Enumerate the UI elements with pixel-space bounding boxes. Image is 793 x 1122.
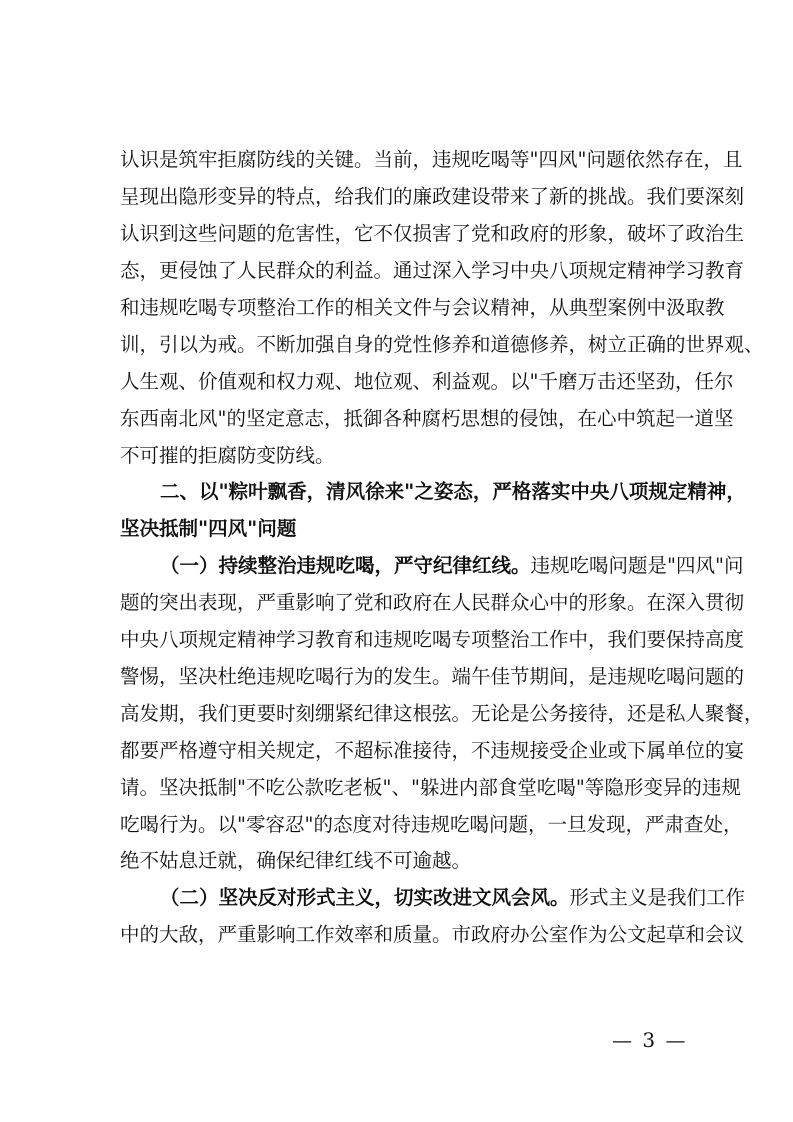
body-text: 形式主义是我们工作 [569,886,746,909]
subsection-first-line [160,551,744,581]
section-heading: 二、以"粽叶飘香，清风徐来"之姿态，严格落实中央八项规定精神， [160,480,746,503]
body-text-line: 认识是筑牢拒腐防线的关键。当前，违规吃喝等"四风"问题依然存在，且 [120,148,743,171]
body-text-line: 训，引以为戒。不断加强自身的党性修养和道德修养，树立正确的世界观、 [120,333,764,356]
body-text-line: 绝不姑息迁就，确保纪律红线不可逾越。 [120,849,472,872]
body-text-line: 不可摧的拒腐防变防线。 [120,444,335,467]
body-text-line: 认识到这些问题的危害性，它不仅损害了党和政府的形象，破坏了政治生 [120,222,745,245]
body-text-line: 都要严格遵守相关规定，不超标准接待，不违规接受企业或下属单位的宴 [120,739,745,762]
subsection-first-line [160,883,746,913]
body-text-line: 中央八项规定精神学习教育和违规吃喝专项整治工作中，我们要保持高度 [120,628,745,651]
body-text-line: 题的突出表现，严重影响了党和政府在人民群众心中的形象。在深入贯彻 [120,591,745,614]
subsection-title: （一）持续整治违规吃喝，严守纪律红线。 [160,554,531,577]
section-heading: 坚决抵制"四风"问题 [120,517,297,540]
subsection-title: （二）坚决反对形式主义，切实改进文风会风。 [160,886,570,909]
body-text-line: 人生观、价值观和权力观、地位观、利益观。以"千磨万击还坚劲，任尔 [120,370,734,393]
body-text: 违规吃喝问题是"四风"问 [530,554,744,577]
body-text-line: 态，更侵蚀了人民群众的利益。通过深入学习中央八项规定精神学习教育 [120,259,745,282]
body-text-line: 警惕，坚决杜绝违规吃喝行为的发生。端午佳节期间，是违规吃喝问题的 [120,665,745,688]
body-text-line: 东西南北风"的坚定意志，抵御各种腐朽思想的侵蚀，在心中筑起一道坚 [120,407,734,430]
page-number: — 3 — [612,1028,688,1052]
body-text-line: 吃喝行为。以"零容忍"的态度对待违规吃喝问题，一旦发现，严肃查处， [120,813,743,836]
body-text-line: 中的大敌，严重影响工作效率和质量。市政府办公室作为公文起草和会议 [120,923,745,946]
body-text-line: 呈现出隐形变异的特点，给我们的廉政建设带来了新的挑战。我们要深刻 [120,185,745,208]
body-text-line: 请。坚决抵制"不吃公款吃老板"、"躲进内部食堂吃喝"等隐形变异的违规 [120,776,741,799]
body-text-line: 高发期，我们更要时刻绷紧纪律这根弦。无论是公务接待，还是私人聚餐， [120,702,764,725]
body-text-line: 和违规吃喝专项整治工作的相关文件与会议精神，从典型案例中汲取教 [120,296,725,319]
